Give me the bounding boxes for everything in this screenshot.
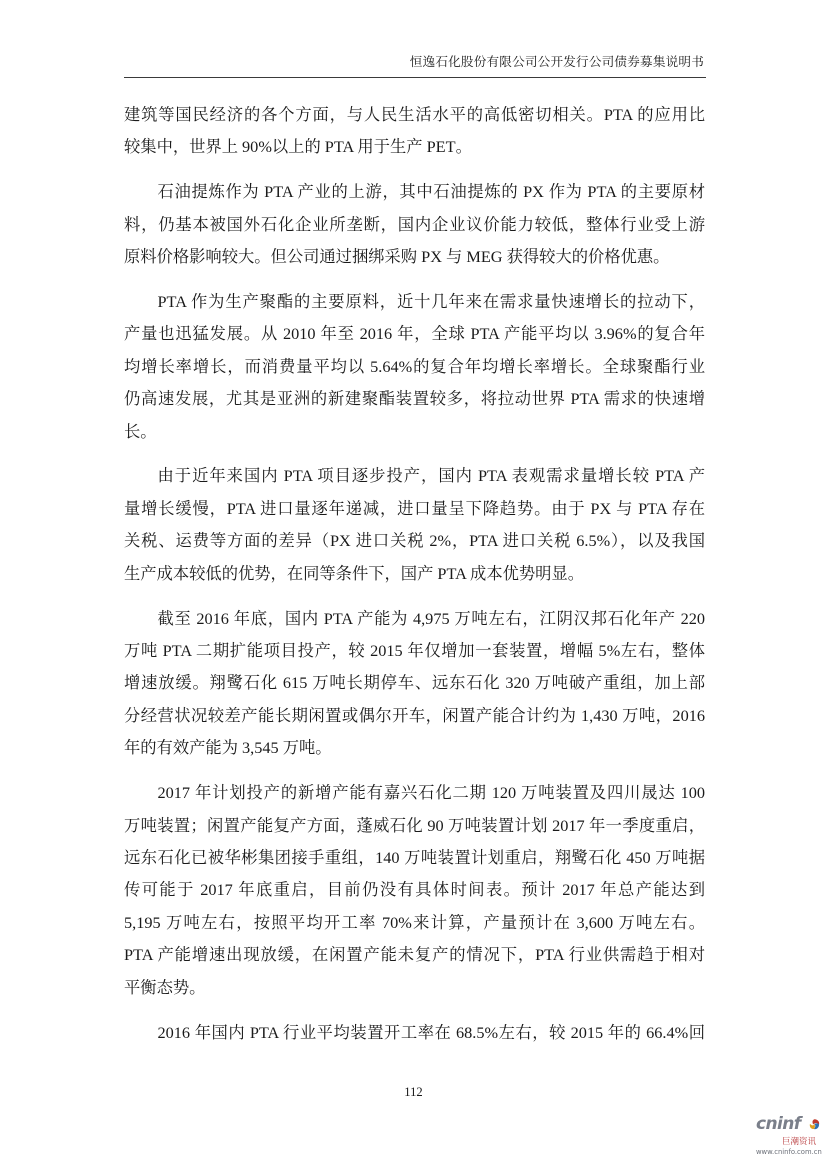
- paragraph: [124, 99, 705, 164]
- page-number: 112: [404, 1085, 423, 1099]
- body-line: PTA 产能增速出现放缓，在闲置产能未复产的情况下，PTA 行业供需趋于相对: [124, 945, 705, 965]
- body-line: 分经营状况较差产能长期闲置或偶尔开车，闲置产能合计约为 1,430 万吨，2016: [124, 705, 705, 725]
- body-line: 由于近年来国内 PTA 项目逐步投产，国内 PTA 表观需求量增长较 PTA 产: [157, 466, 705, 486]
- body-line: 建筑等国民经济的各个方面，与人民生活水平的高低密切相关。PTA 的应用比: [124, 104, 705, 124]
- body-line: 平衡态势。: [124, 977, 206, 997]
- body-line: 远东石化已被华彬集团接手重组，140 万吨装置计划重启，翔鹭石化 450 万吨据: [124, 847, 705, 867]
- body-line: 量增长缓慢，PTA 进口量逐年递减，进口量呈下降趋势。由于 PX 与 PTA 存在: [124, 498, 705, 518]
- body-line: 料，仍基本被国外石化企业所垄断，国内企业议价能力较低，整体行业受上游: [124, 214, 705, 234]
- body-line: 生产成本较低的优势，在同等条件下，国产 PTA 成本优势明显。: [124, 563, 585, 583]
- body-line: 增速放缓。翔鹭石化 615 万吨长期停车、远东石化 320 万吨破产重组，加上部: [124, 673, 705, 693]
- body-line: 均增长率增长，而消费量平均以 5.64%的复合年均增长率增长。全球聚酯行业: [124, 356, 705, 376]
- logo-chinese-name: 巨潮资讯: [782, 1136, 817, 1146]
- body-line: 2016 年国内 PTA 行业平均装置开工率在 68.5%左右，较 2015 年的 66.4%回: [157, 1022, 705, 1042]
- body-line: PTA 作为生产聚酯的主要原料，近十几年来在需求量快速增长的拉动下，: [157, 291, 705, 311]
- body-line: 5,195 万吨左右，按照平均开工率 70%来计算，产量预计在 3,600 万吨左右。: [124, 912, 705, 932]
- body-line: 产量也迅猛发展。从 2010 年至 2016 年，全球 PTA 产能平均以 3.96%的复合年: [124, 324, 705, 344]
- body-line: 万吨 PTA 二期扩能项目投产，较 2015 年仅增加一套装置，增幅 5%左右，整体: [124, 641, 705, 661]
- paragraph: [124, 286, 705, 448]
- paragraph: [124, 1017, 705, 1049]
- body-line: 原料价格影响较大。但公司通过捆绑采购 PX 与 MEG 获得较大的价格优惠。: [124, 246, 670, 266]
- body-line: 石油提炼作为 PTA 产业的上游，其中石油提炼的 PX 作为 PTA 的主要原材: [157, 182, 705, 202]
- paragraph: [124, 603, 705, 765]
- paragraph: [124, 176, 705, 273]
- cninfo-logo-icon: [808, 1118, 821, 1131]
- body-line: 截至 2016 年底，国内 PTA 产能为 4,975 万吨左右，江阴汉邦石化年产 220: [157, 608, 705, 628]
- running-header-title: 恒逸石化股份有限公司公开发行公司债券募集说明书: [409, 55, 704, 69]
- cninfo-watermark-logo: [752, 1114, 824, 1162]
- body-line: 仍高速发展，尤其是亚洲的新建聚酯装置较多，将拉动世界 PTA 需求的快速增: [124, 389, 705, 409]
- logo-brand-text: cninf: [756, 1114, 801, 1134]
- body-line: 万吨装置；闲置产能复产方面，蓬威石化 90 万吨装置计划 2017 年一季度重启，: [124, 815, 705, 835]
- body-line: 年的有效产能为 3,545 万吨。: [124, 738, 332, 758]
- body-line: 2017 年计划投产的新增产能有嘉兴石化二期 120 万吨装置及四川晟达 100: [157, 783, 705, 803]
- body-line: 传可能于 2017 年底重启，目前仍没有具体时间表。预计 2017 年总产能达到: [124, 880, 705, 900]
- logo-url: www.cninfo.com.cn: [756, 1148, 822, 1156]
- header-rule: [124, 77, 706, 78]
- body-text: [124, 99, 705, 1062]
- body-line: 较集中，世界上 90%以上的 PTA 用于生产 PET。: [124, 137, 472, 157]
- body-line: 关税、运费等方面的差异（PX 进口关税 2%，PTA 进口关税 6.5%），以及我国: [124, 531, 705, 551]
- paragraph: [124, 777, 705, 1004]
- body-line: 长。: [124, 421, 157, 441]
- paragraph: [124, 460, 705, 590]
